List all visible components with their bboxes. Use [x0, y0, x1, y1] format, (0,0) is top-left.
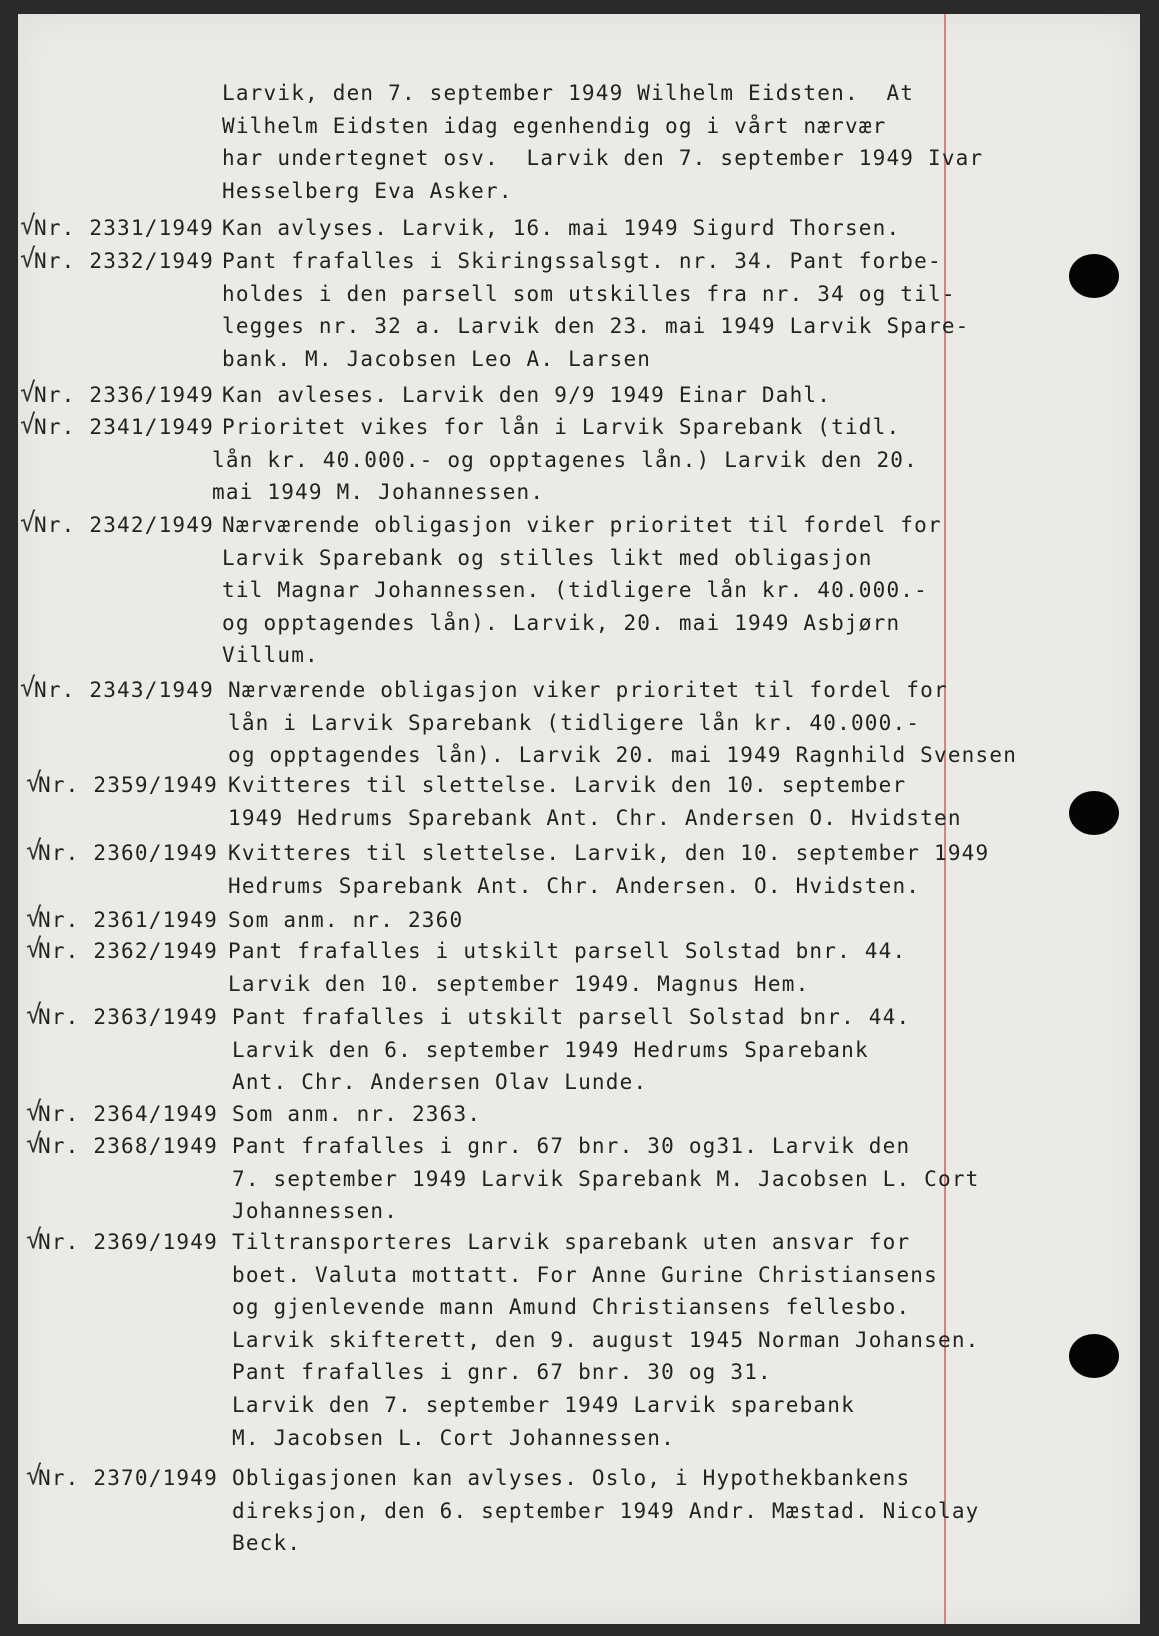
entry-text-line: Wilhelm Eidsten idag egenhendig og i vårt nærvær — [222, 113, 887, 138]
entry-text-line: til Magnar Johannessen. (tidligere lån kr. 40.000.- — [222, 578, 928, 603]
entry-number: Nr. 2343/1949 — [34, 678, 214, 702]
entry-text-line: bank. M. Jacobsen Leo A. Larsen — [222, 346, 652, 371]
entry-text-line: og gjenlevende mann Amund Christiansens fellesbo. — [232, 1295, 911, 1320]
entry-text-line: Kan avlyses. Larvik, 16. mai 1949 Sigurd Thorsen. — [222, 216, 901, 240]
entry-number: Nr. 2370/1949 — [38, 1466, 218, 1490]
punch-hole — [1069, 791, 1119, 835]
entry-text-line: Tiltransporteres Larvik sparebank uten ansvar for — [232, 1230, 911, 1254]
entry-text-line: Larvik den 6. september 1949 Hedrums Sparebank — [232, 1037, 869, 1062]
entry-text-line: boet. Valuta mottatt. For Anne Gurine Christiansens — [232, 1262, 938, 1287]
entry-number: Nr. 2364/1949 — [38, 1102, 218, 1126]
entry-text-line: 1949 Hedrums Sparebank Ant. Chr. Andersen O. Hvidsten — [228, 805, 962, 830]
entry-text-line: og opptagendes lån). Larvik 20. mai 1949 Ragnhild Svensen — [228, 743, 1018, 768]
entry-text-line: Kvitteres til slettelse. Larvik den 10. september — [228, 773, 907, 797]
entry-text-line: Larvik, den 7. september 1949 Wilhelm Eidsten. At — [222, 81, 915, 105]
entry-number: Nr. 2369/1949 — [38, 1230, 218, 1254]
entry-text-line: Villum. — [222, 643, 319, 668]
entry-text-line: mai 1949 M. Johannessen. — [212, 480, 545, 505]
entry-number: Nr. 2342/1949 — [34, 513, 214, 537]
check-mark: √ — [26, 1461, 42, 1491]
entry-text-line: 7. september 1949 Larvik Sparebank M. Jacobsen L. Cort — [232, 1166, 980, 1191]
entry-text-line: direksjon, den 6. september 1949 Andr. Mæstad. Nicolay — [232, 1498, 980, 1523]
check-mark: √ — [26, 1097, 42, 1127]
entry-text-line: Pant frafalles i Skiringssalsgt. nr. 34. Pant forbe- — [222, 249, 942, 273]
entry-text-line: Pant frafalles i gnr. 67 bnr. 30 og31. Larvik den — [232, 1134, 911, 1158]
entry-number: Nr. 2341/1949 — [34, 415, 214, 439]
entry-text-line: Kvitteres til slettelse. Larvik, den 10. september 1949 — [228, 841, 990, 865]
check-mark: √ — [26, 1000, 42, 1030]
entry-text-line: Pant frafalles i utskilt parsell Solstad bnr. 44. — [232, 1005, 911, 1029]
entry-text-line: og opptagendes lån). Larvik, 20. mai 1949 Asbjørn — [222, 610, 901, 635]
entry-text-line: har undertegnet osv. Larvik den 7. september 1949 Ivar — [222, 146, 984, 171]
check-mark: √ — [20, 508, 36, 538]
entry-text-line: Nærværende obligasjon viker prioritet til fordel for — [222, 513, 942, 537]
entry-number: Nr. 2361/1949 — [38, 908, 218, 932]
entry-text-line: Kan avleses. Larvik den 9/9 1949 Einar Dahl. — [222, 383, 832, 407]
entry-text-line: Larvik Sparebank og stilles likt med obligasjon — [222, 545, 873, 570]
entry-text-line: legges nr. 32 a. Larvik den 23. mai 1949 Larvik Spare- — [222, 314, 970, 339]
entry-number: Nr. 2368/1949 — [38, 1134, 218, 1158]
entry-text-line: Prioritet vikes for lån i Larvik Sparebank (tidl. — [222, 415, 901, 439]
entry-text-line: Ant. Chr. Andersen Olav Lunde. — [232, 1070, 648, 1095]
entry-text-line: Pant frafalles i utskilt parsell Solstad bnr. 44. — [228, 939, 907, 963]
punch-hole — [1069, 254, 1119, 298]
check-mark: √ — [26, 903, 42, 933]
check-mark: √ — [26, 1225, 42, 1255]
entry-text-line: Larvik skifterett, den 9. august 1945 Norman Johansen. — [232, 1327, 980, 1352]
entry-text-line: lån i Larvik Sparebank (tidligere lån kr. 40.000.- — [228, 710, 921, 735]
entry-number: Nr. 2331/1949 — [34, 216, 214, 240]
entry-number: Nr. 2363/1949 — [38, 1005, 218, 1029]
check-mark: √ — [26, 934, 42, 964]
check-mark: √ — [26, 1129, 42, 1159]
check-mark: √ — [20, 673, 36, 703]
entry-text-line: Larvik den 7. september 1949 Larvik sparebank — [232, 1393, 855, 1417]
entry-text-line: Johannessen. — [232, 1199, 399, 1224]
check-mark: √ — [20, 244, 36, 274]
entry-text-line: Som anm. nr. 2360 — [228, 908, 464, 932]
entry-text-line: holdes i den parsell som utskilles fra nr. 34 og til- — [222, 281, 956, 306]
entry-text-line: lån kr. 40.000.- og opptagenes lån.) Larvik den 20. — [212, 447, 918, 472]
punch-hole — [1069, 1334, 1119, 1378]
entry-text-line: Hesselberg Eva Asker. — [222, 178, 513, 203]
check-mark: √ — [20, 410, 36, 440]
entry-text-line: Beck. — [232, 1531, 302, 1556]
check-mark: √ — [26, 836, 42, 866]
check-mark: √ — [26, 768, 42, 798]
entry-number: Nr. 2336/1949 — [34, 383, 214, 407]
entry-text-line: Obligasjonen kan avlyses. Oslo, i Hypothekbankens — [232, 1466, 911, 1490]
entry-number: Nr. 2332/1949 — [34, 249, 214, 273]
entry-number: Nr. 2359/1949 — [38, 773, 218, 797]
entry-text-line: Hedrums Sparebank Ant. Chr. Andersen. O. Hvidsten. — [228, 873, 921, 898]
check-mark: √ — [20, 211, 36, 241]
entry-text-line: M. Jacobsen L. Cort Johannessen. — [232, 1425, 675, 1450]
check-mark: √ — [20, 378, 36, 408]
entry-text-line: Nærværende obligasjon viker prioritet til fordel for — [228, 678, 948, 702]
entry-text-line: Larvik den 10. september 1949. Magnus Hem. — [228, 971, 810, 996]
entry-number: Nr. 2360/1949 — [38, 841, 218, 865]
entry-text-line: Som anm. nr. 2363. — [232, 1102, 482, 1126]
entry-number: Nr. 2362/1949 — [38, 939, 218, 963]
entry-text-line: Pant frafalles i gnr. 67 bnr. 30 og 31. — [232, 1360, 772, 1385]
